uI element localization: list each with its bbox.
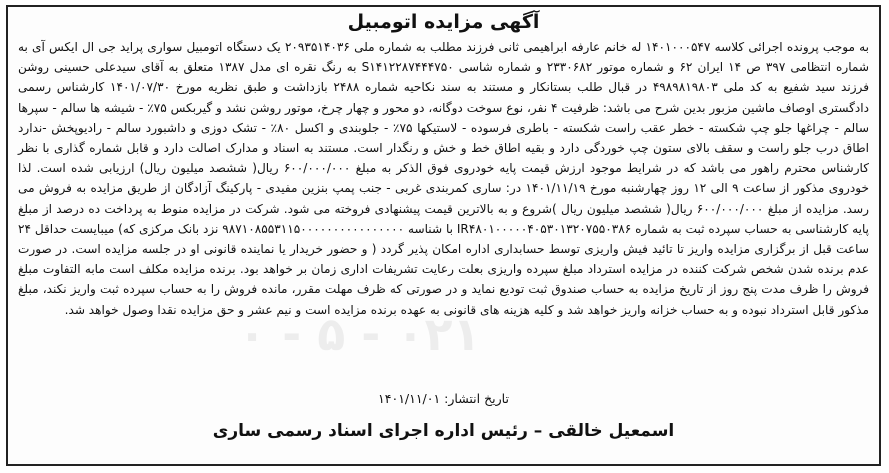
notice-frame xyxy=(6,5,881,466)
signature: اسمعیل خالقی – رئیس اداره اجرای اسناد رسمی ساری xyxy=(212,421,675,441)
watermark: ۰۲۱ - ۵ - ۰ xyxy=(238,307,481,361)
notice-body xyxy=(18,37,869,320)
notice-body-text: به موجب پرونده اجرائی کلاسه ۱۴۰۱۰۰۰۵۴۷ له خانم عارفه ابراهیمی ثانی فرزند مطلب به شماره ملی ۲۰۹۳۵۱۴۰۳۶ یک دستگاه اتومبیل سواری پراید جی ال ایکس آی به شماره انتظامی ۳۹۷ ص ۱۴ ایران ۶۲ و شماره موتور ۲۳۳۰۶۸۲ و شماره شاسی S۱۴۱۲۲۸۷۴۴۴۷۵۰ به رنگ نقره ای مدل ۱۳۸۷ متعلق به آقای سیدعلی حسینی روشن فرزند سید شفیع به کد ملی ۴۹۸۹۸۱۹۸۰۳ در قبال طلب بستانکار و مستند به سند نکاحیه شماره ۲۴۸۸ بازداشت و طبق نظریه مورخ ۱۴۰۱/۰۷/۳۰ کارشناس رسمی دادگستری اوصاف ماشین مزبور بدین شرح می باشد: ظرفیت ۴ نفر، نوع سوخت دوگانه، دو محور و چهار چرخ، موتور روشن نشد و گیربکس ۷۵٪ - شیشه ها سالم - سپرها سالم - چراغها جلو چپ شکسته - خطر عقب راست شکسته - باطری فرسوده - لاستیکها ۷۵٪ - جلوبندی و اکسل ۸۰٪ - تشک دوزی و داشبورد سالم - رادیوپخش -ندارد اطاق درب جلو راست و سقف بالای ستون چپ خوردگی دارد و بقیه اطاق خط و خش و رنگدار است. مستند به اسناد و مدارک اصالت دارد و قابل شماره گذاری با نظر کارشناس محترم راهور می باشد که در شرایط موجود ارزش قیمت پایه خودروی فوق الذکر به مبلغ ۶۰۰/۰۰۰/۰۰۰ ریال( ششصد میلیون ریال) ارزیابی شده است. لذا خودروی مذکور از ساعت ۹ الی ۱۲ روز چهارشنبه مورخ ۱۴۰۱/۱۱/۱۹ در: ساری کمربندی غربی - جنب پمپ بنزین مفیدی - پارکینگ آزادگان از طریق مزایده به فروش می رسد. مزایده از مبلغ ۶۰۰/۰۰۰/۰۰۰ ریال( ششصد میلیون ریال )شروع و به بالاترین قیمت پیشنهادی فروخته می شود. شرکت در مزایده منوط به پرداخت ده درصد از مبلغ پایه کارشناسی به حساب سپرده ثبت به شماره IR۴۸۰۱۰۰۰۰۰۴۰۵۳۰۱۳۲۰۷۵۵۰۳۸۶ با شناسه ۹۸۷۱۰۸۵۵۳۱۱۵۰۰۰۰۰۰۰۰۰۰۰۰۰۰۰۰ نزد بانک مرکزی که) میبایست حداقل ۲۴ ساعت قبل از برگزاری مزایده واریز تا تائید فیش واریزی توسط حسابداری اداره امکان پذیر گردد ( و حضور خریدار یا نماینده قانونی او در جلسه مزایده است. در صورت عدم برنده شدن شخص شرکت کننده در مزایده استرداد مبلغ سپرده واریزی بعلت رعایت تشریفات اداری زمان بر خواهد بود. برنده مزایده مکلف است مابه التفاوت مبلغ فروش را ظرف مدت پنج روز از تاریخ مزایده به حساب صندوق ثبت تودیع نماید و در صورتی که ظرف مهلت مقرر، مانده فروش را به حساب سپرده ثبت واریز نکند، مبلغ مذکور قابل استرداد نبوده و به حساب خزانه واریز خواهد شد و کلیه هزینه های قانونی به عهده برنده مزایده است و نیم عشر و حق مزایده نقدا وصول خواهد شد. xyxy=(18,40,870,317)
publish-date: تاریخ انتشار: ۱۴۰۱/۱۱/۰۱ xyxy=(378,391,509,406)
notice-title: آگهی مزایده اتومبیل xyxy=(347,11,540,33)
